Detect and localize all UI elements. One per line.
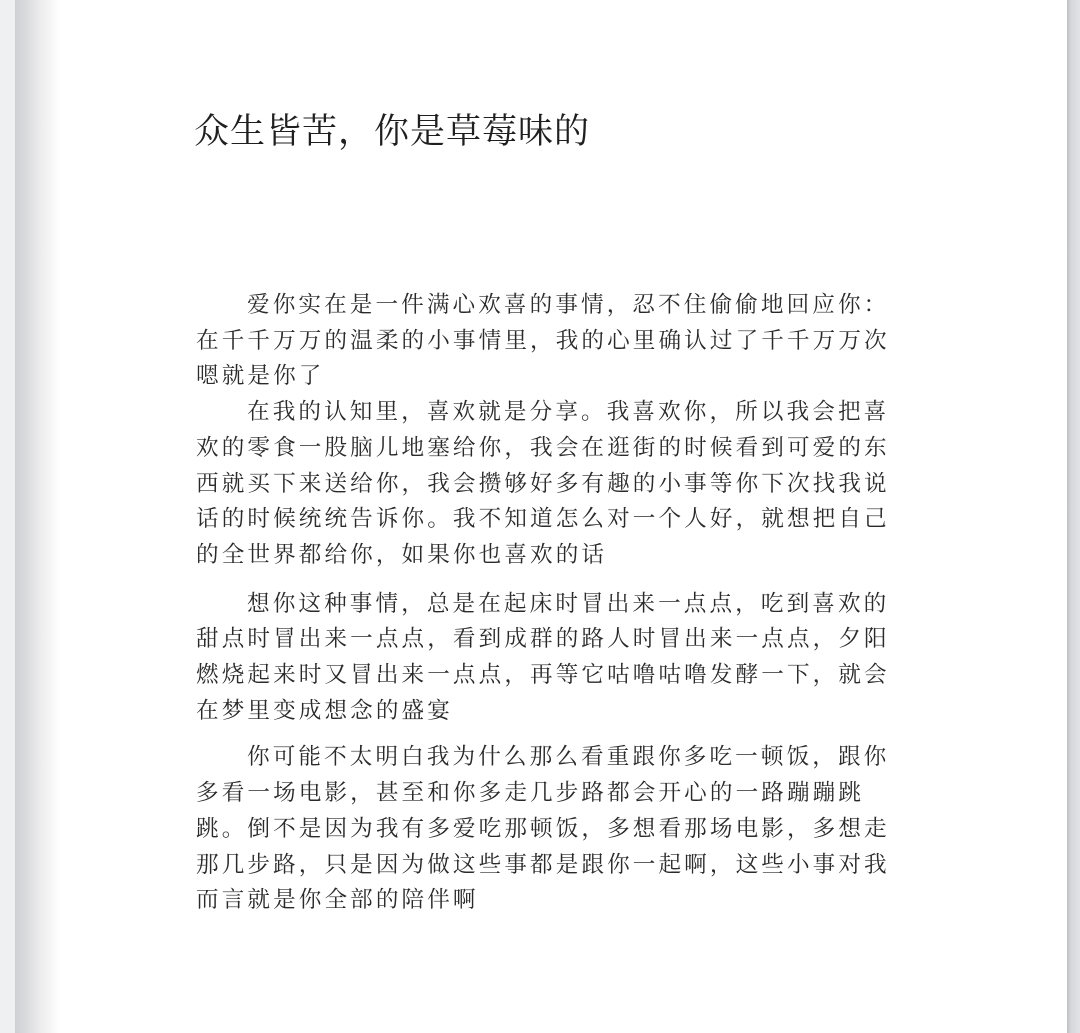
outer-background-right bbox=[1067, 0, 1080, 1033]
paragraph-1: 爱你实在是一件满心欢喜的事情，忍不住偷偷地回应你：在千千万万的温柔的小事情里，我的心里确认过了千千万万次嗯就是你了 bbox=[196, 292, 890, 390]
article-body bbox=[196, 288, 896, 919]
paragraph-3: 想你这种事情，总是在起床时冒出来一点点，吃到喜欢的甜点时冒出来一点点，看到成群的路人时冒出来一点点，夕阳燃烧起来时又冒出来一点点，再等它咕噜咕噜发酵一下，就会在梦里变成想念的盛宴 bbox=[196, 590, 890, 724]
paragraph-2: 在我的认知里，喜欢就是分享。我喜欢你，所以我会把喜欢的零食一股脑儿地塞给你，我会在逛街的时候看到可爱的东西就买下来送给你，我会攒够好多有趣的小事等你下次找我说话的时候统统告诉你。我不知道怎么对一个人好，就想把自己的全世界都给你，如果你也喜欢的话 bbox=[196, 399, 890, 568]
outer-background-left bbox=[0, 0, 15, 1033]
page-edge-shadow bbox=[15, 0, 60, 1033]
paragraph-4: 你可能不太明白我为什么那么看重跟你多吃一顿饭，跟你多看一场电影，甚至和你多走几步路都会开心的一路蹦蹦跳跳。倒不是因为我有多爱吃那顿饭，多想看那场电影，多想走那几步路，只是因为做这些事都是跟你一起啊，这些小事对我而言就是你全部的陪伴啊 bbox=[196, 744, 890, 914]
article-title: 众生皆苦，你是草莓味的 bbox=[194, 112, 591, 153]
